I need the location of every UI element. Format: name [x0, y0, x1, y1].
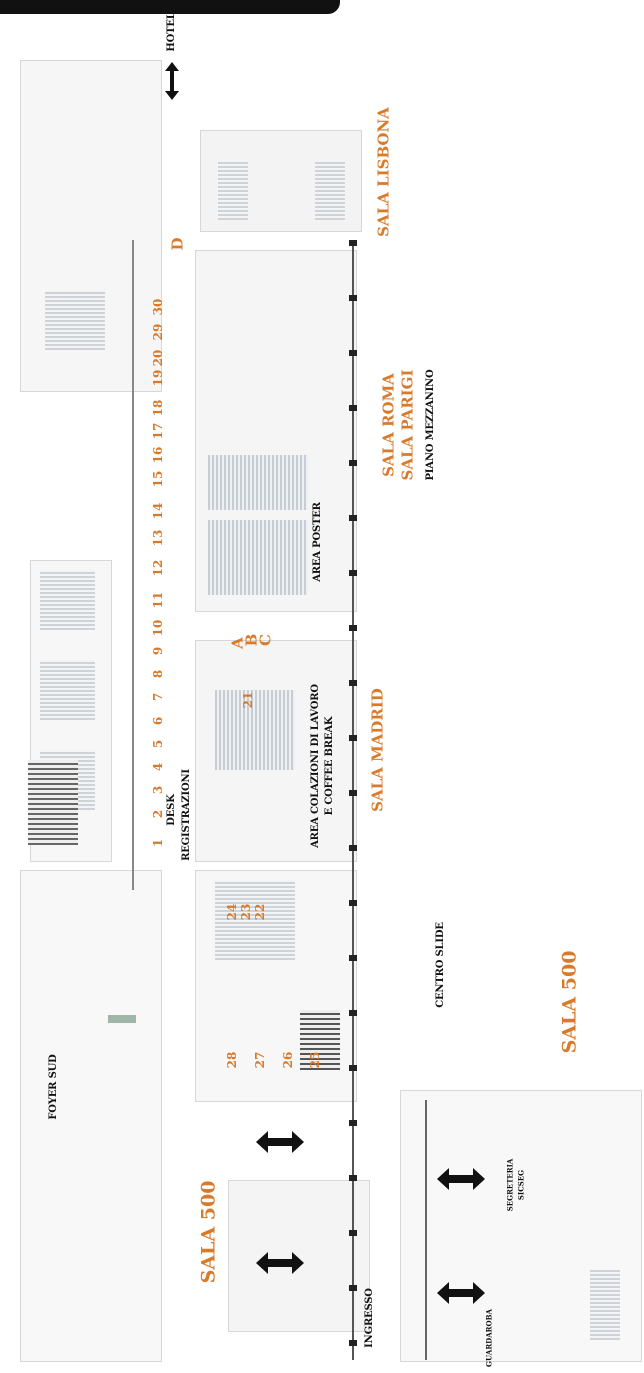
plan-madrid-tables	[215, 690, 295, 770]
label-foyer-sud: FOYER SUD	[48, 1054, 59, 1120]
plan-stairs-foyer	[28, 760, 78, 845]
label-sala-madrid: SALA MADRID	[368, 688, 387, 812]
booth-number-1: 1	[151, 838, 165, 848]
booth-number-18: 18	[151, 399, 165, 417]
booth-number-22: 22	[253, 903, 267, 921]
booth-number-12: 12	[151, 559, 165, 577]
booth-number-5: 5	[151, 739, 165, 749]
booth-number-17: 17	[151, 422, 165, 440]
booth-number-6: 6	[151, 716, 165, 726]
booth-number-28: 28	[225, 1051, 239, 1069]
booth-number-7: 7	[151, 692, 165, 702]
right-boundary-line	[425, 1100, 427, 1360]
label-sala-roma: SALA ROMA	[379, 373, 398, 477]
plan-green-bar	[108, 1015, 136, 1023]
label-area-poster: AREA POSTER	[312, 502, 323, 582]
booth-number-27: 27	[253, 1051, 267, 1069]
double-arrow-icon	[256, 1131, 304, 1153]
label-sala-500-left: SALA 500	[197, 1180, 220, 1284]
booth-number-2: 2	[151, 809, 165, 819]
booth-number-8: 8	[151, 669, 165, 679]
booth-number-13: 13	[151, 529, 165, 547]
booth-number-21: 21	[241, 691, 255, 709]
plan-stairs-3	[40, 660, 95, 720]
label-letter-b: B	[242, 633, 261, 647]
plan-right-seating	[590, 1270, 620, 1340]
booth-number-4: 4	[151, 762, 165, 772]
label-letter-d: D	[168, 237, 187, 251]
booth-number-19: 19	[151, 369, 165, 387]
booth-number-29: 29	[151, 323, 165, 341]
booth-number-30: 30	[151, 298, 165, 316]
label-piano-mezzanino: PIANO MEZZANINO	[425, 369, 436, 481]
double-arrow-icon	[437, 1168, 485, 1190]
double-arrow-icon	[437, 1282, 485, 1304]
booth-number-25: 25	[308, 1051, 322, 1069]
double-arrow-icon	[256, 1252, 304, 1274]
label-sala-parigi: SALA PARIGI	[398, 369, 417, 481]
booth-number-9: 9	[151, 646, 165, 656]
label-area-colazioni-2: E COFFEE BREAK	[324, 716, 335, 816]
label-letter-c: C	[256, 634, 275, 646]
label-area-colazioni-1: AREA COLAZIONI DI LAVORO	[310, 684, 321, 848]
label-centro-slide: CENTRO SLIDE	[435, 922, 446, 1008]
plan-poster-panels-1	[208, 455, 308, 510]
label-letter-a: A	[228, 637, 247, 649]
booth-line	[132, 240, 134, 890]
plan-stairs-2	[40, 570, 95, 630]
plan-stairs-1	[45, 290, 105, 350]
booth-number-11: 11	[151, 591, 165, 609]
plan-lisbona-seating-2	[315, 160, 345, 220]
booth-number-16: 16	[151, 446, 165, 464]
hotel-arrow-icon	[165, 62, 179, 100]
label-ingresso: INGRESSO	[364, 1288, 375, 1348]
booth-number-23: 23	[239, 903, 253, 921]
booth-number-26: 26	[281, 1051, 295, 1069]
plan-block-foyer	[20, 870, 162, 1362]
booth-number-3: 3	[151, 785, 165, 795]
label-sala-lisbona: SALA LISBONA	[374, 107, 393, 237]
booth-number-24: 24	[225, 903, 239, 921]
label-sala-500-right: SALA 500	[558, 950, 581, 1054]
label-segreteria-2: SICSEG	[516, 1169, 526, 1201]
label-segreteria-1: SEGRETERIA	[505, 1158, 515, 1212]
booth-number-14: 14	[151, 502, 165, 520]
label-desk-1: DESK	[166, 794, 177, 826]
booth-number-20: 20	[151, 349, 165, 367]
label-desk-2: REGISTRAZIONI	[181, 769, 192, 861]
booth-number-10: 10	[151, 619, 165, 637]
plan-poster-panels-2	[208, 520, 308, 595]
label-guardaroba: GUARDAROBA	[484, 1309, 494, 1367]
booth-number-15: 15	[151, 470, 165, 488]
plan-lisbona-seating-1	[218, 160, 248, 220]
label-hotel: HOTEL	[166, 12, 177, 52]
corridor-ticks	[349, 240, 357, 1360]
